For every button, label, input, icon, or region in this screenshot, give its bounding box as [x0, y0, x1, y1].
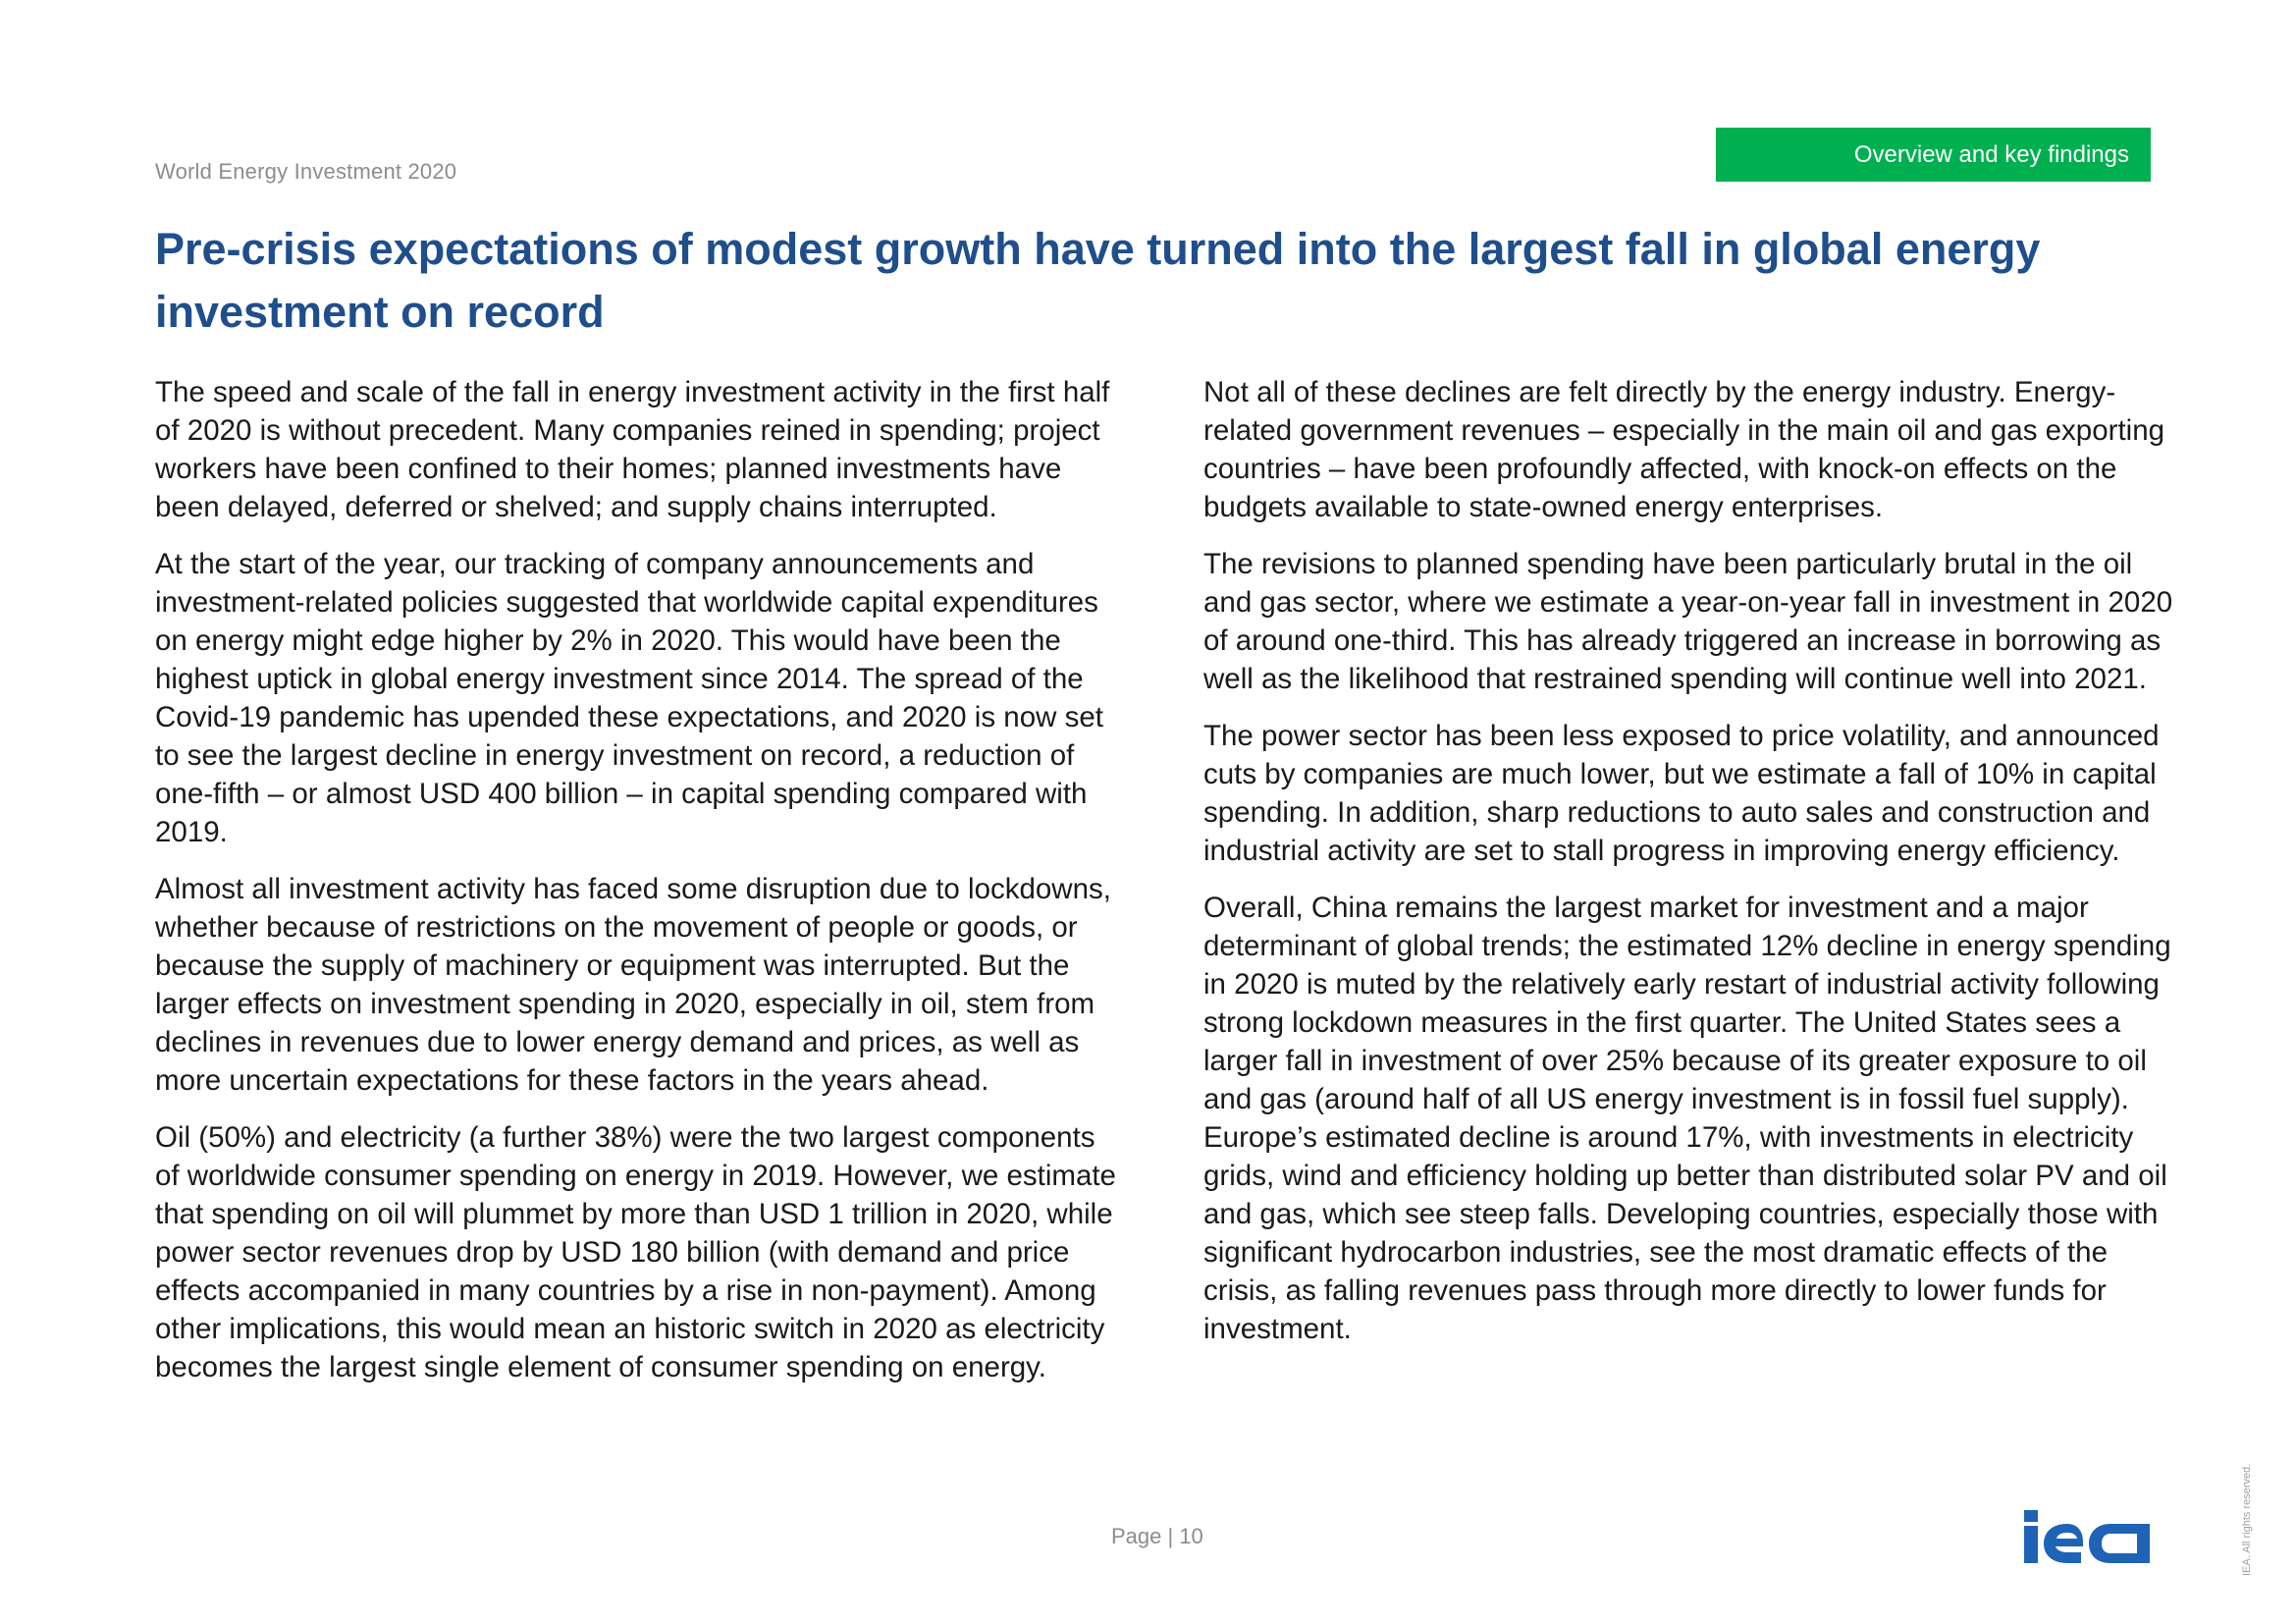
iea-logo-i-dot — [2024, 1510, 2038, 1522]
paragraph: The power sector has been less exposed to price volatility, and announced cuts by companies are much lower, but we estimate a fall of 10% in capital spending. In addition, sharp reductions to auto sales and construction and industrial activity are set to stall progress in improving energy efficiency. — [1203, 720, 2160, 867]
iea-logo-i-stem — [2024, 1526, 2038, 1563]
paragraph: Overall, China remains the largest market for investment and a major determinant of global trends; the estimated 12% decline in energy spending in 2020 is muted by the relatively early restart of industrial activity following strong lockdown measures in the first quarter. The United States sees a larger fall in investment of over 25% because of its greater exposure to oil and gas (around half of all US energy investment is in fossil fuel supply). Europe’s estimated decline is around 17%, with investments in electricity grids, wind and efficiency holding up better than distributed solar PV and oil and gas, which see steep falls. Developing countries, especially those with significant hydrocarbon industries, see the most dramatic effects of the crisis, as falling revenues pass through more directly to lower funds for investment. — [1203, 892, 2171, 1345]
iea-logo — [2024, 1506, 2152, 1565]
paragraph: At the start of the year, our tracking of company announcements and investment-related policies suggested that worldwide capital expenditures on energy might edge higher by 2% in 2020. This would have been the highest uptick in global energy investment since 2014. The spread of the Covid-19 pandemic has upended these expectations, and 2020 is now set to see the largest decline in energy investment on record, a reduction of one-fifth – or almost USD 400 billion – in capital spending compared with 2019. — [155, 548, 1103, 848]
paragraph: Not all of these declines are felt directly by the energy industry. Energy-related government revenues – especially in the main oil and gas exporting countries – have been profoundly affected, with knock-on effects on the budgets available to state-owned energy enterprises. — [1203, 376, 2165, 523]
left-column — [155, 373, 1127, 1405]
paragraph: The speed and scale of the fall in energy investment activity in the first half of 2020 is without precedent. Many companies reined in spending; project workers have been confined to their homes; planned investments have been delayed, deferred or shelved; and supply chains interrupted. — [155, 376, 1110, 523]
page-number: Page | 10 — [1111, 1524, 1203, 1548]
right-column — [1203, 373, 2175, 1367]
paragraph: Almost all investment activity has faced some disruption due to lockdowns, whether because of restrictions on the movement of people or goods, or because the supply of machinery or equipment was interrupted. But the larger effects on investment spending in 2020, especially in oil, stem from declines in revenues due to lower energy demand and prices, as well as more uncertain expectations for these factors in the years ahead. — [155, 873, 1111, 1097]
paragraph: The revisions to planned spending have been particularly brutal in the oil and gas sector, where we estimate a year-on-year fall in investment in 2020 of around one-third. This has already triggered an increase in borrowing as well as the likelihood that restrained spending will continue well into 2021. — [1203, 548, 2173, 695]
page-title: Pre-crisis expectations of modest growth have turned into the largest fall in global energy investment on record — [155, 224, 2041, 337]
section-tag: Overview and key findings — [1716, 128, 2151, 182]
paragraph: Oil (50%) and electricity (a further 38%) were the two largest components of worldwide consumer spending on energy in 2019. However, we estimate that spending on oil will plummet by more than USD 1 trillion in 2020, while power sector revenues drop by USD 180 billion (with demand and price effects accompanied in many countries by a rise in non-payment). Among other implications, this would mean an historic switch in 2020 as electricity becomes the largest single element of consumer spending on energy. — [155, 1121, 1116, 1383]
iea-logo-a — [2089, 1524, 2150, 1563]
iea-logo-e — [2044, 1524, 2083, 1563]
publication-title: World Energy Investment 2020 — [155, 159, 457, 184]
rights-notice: IEA. All rights reserved. — [2241, 1463, 2253, 1576]
